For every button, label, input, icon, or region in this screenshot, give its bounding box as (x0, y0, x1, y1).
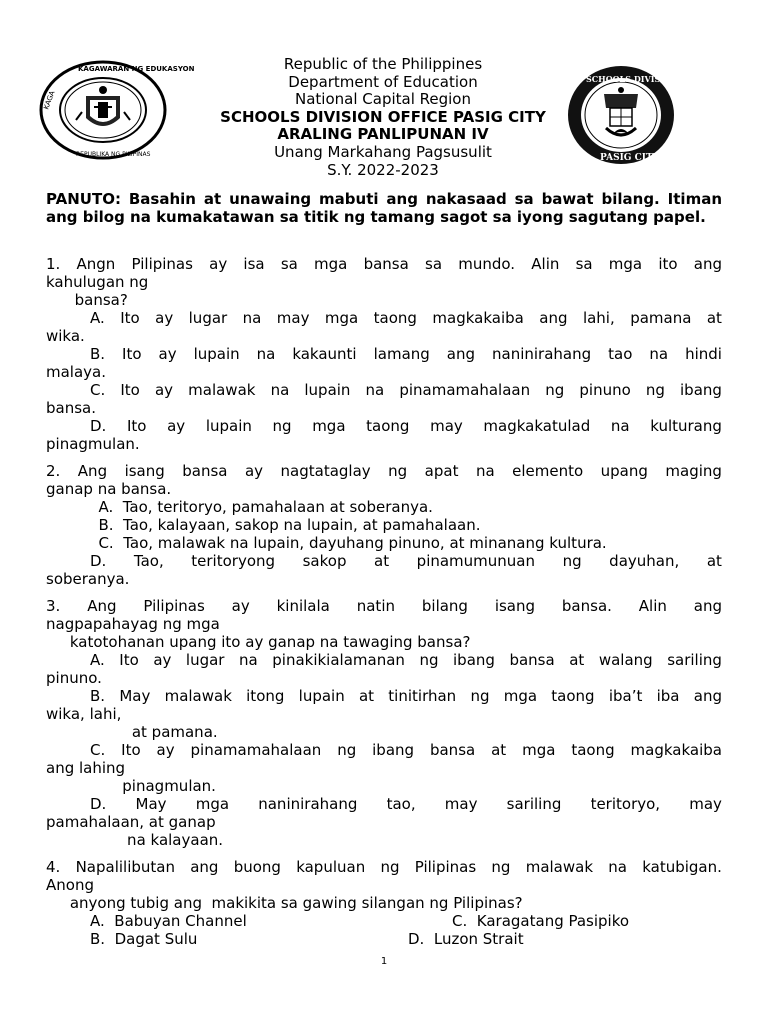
word: ang (693, 255, 722, 273)
q3-stem-line (46, 597, 722, 615)
q1-option-d-cont: pinagmulan. (46, 435, 140, 453)
word: elemento (512, 462, 584, 480)
word: Ito (120, 381, 140, 399)
word: mga (522, 741, 556, 759)
word: na (270, 381, 290, 399)
word: Ito (120, 309, 140, 327)
word: pinamamahalaan (190, 741, 322, 759)
word: Pilipinas (414, 858, 477, 876)
q3-option-b-cont: wika, lahi, (46, 705, 122, 723)
word: sariling (506, 795, 562, 813)
word: may (276, 309, 310, 327)
word: na (649, 345, 669, 363)
word: mga (503, 687, 538, 705)
word: ay (153, 651, 172, 669)
word: ay (155, 309, 174, 327)
word: ang (446, 345, 476, 363)
word: ang (190, 858, 219, 876)
word: Ang (77, 462, 108, 480)
q3-option-c-cont2: pinagmulan. (46, 777, 216, 795)
q2-option-c: C. Tao, malawak na lupain, dayuhang pinuno, at minanang kultura. (46, 534, 607, 552)
word: lupain (193, 345, 240, 363)
q4-option-d: D. Luzon Strait (408, 930, 524, 948)
word: may (689, 795, 722, 813)
q3-option-a-cont: pinuno. (46, 669, 102, 687)
word: magkakaiba (630, 741, 722, 759)
subject-title: ARALING PANLIPUNAN IV (277, 125, 489, 144)
word: D. (90, 552, 107, 570)
q1-option-c (46, 381, 722, 399)
q1-option-b (46, 345, 722, 363)
word: buong (233, 858, 281, 876)
word: D. (90, 795, 107, 813)
q3-stem-cont2: katotohanan upang ito ay ganap na tawaging bansa? (46, 633, 471, 651)
word: sa (280, 255, 298, 273)
word: naninirahang (492, 345, 592, 363)
deped-seal-icon (38, 60, 195, 160)
word: lamang (373, 345, 430, 363)
word: na (475, 462, 495, 480)
word: bansa (363, 255, 409, 273)
word: kulturang (650, 417, 722, 435)
word: A. (90, 309, 105, 327)
word: may (444, 795, 478, 813)
word: C. (90, 741, 106, 759)
word: mundo. (458, 255, 516, 273)
word: may (430, 417, 463, 435)
svg-text:KAGAWARAN NG EDUKASYON: KAGAWARAN NG EDUKASYON (78, 65, 195, 73)
word: iba (656, 687, 680, 705)
word: 2. (46, 462, 61, 480)
word: kakaunti (292, 345, 357, 363)
word: taong (373, 309, 417, 327)
word: Pilipinas (131, 255, 193, 273)
q4-stem-cont: Anong (46, 876, 94, 894)
word: bansa (429, 741, 476, 759)
word: 1. (46, 255, 61, 273)
word: ng (272, 417, 292, 435)
word: apat (424, 462, 459, 480)
word: Ito (122, 345, 142, 363)
word: at (706, 309, 722, 327)
document-header (160, 56, 606, 179)
word: na (608, 858, 627, 876)
exam-title: Unang Markahang Pagsusulit (274, 142, 492, 161)
word: Alin (531, 255, 560, 273)
q1-stem-line (46, 255, 722, 273)
word: naninirahang (258, 795, 358, 813)
word: magkakaiba (432, 309, 524, 327)
word: bansa (182, 462, 228, 480)
word: maging (665, 462, 722, 480)
word: lupain (304, 381, 351, 399)
word: sa (425, 255, 443, 273)
q2-stem-line (46, 462, 722, 480)
word: B. (90, 687, 106, 705)
q4-option-c: C. Karagatang Pasipiko (452, 912, 630, 930)
q4-stem-cont2: anyong tubig ang makikita sa gawing silangan ng Pilipinas? (46, 894, 523, 912)
svg-text:PASIG CITY: PASIG CITY (600, 153, 660, 163)
word: bansa (509, 651, 555, 669)
q1-stem-cont2: bansa? (46, 291, 128, 309)
word: at (706, 552, 722, 570)
word: B. (90, 345, 106, 363)
word: na (365, 381, 385, 399)
word: 4. (46, 858, 61, 876)
word: pinuno (579, 381, 631, 399)
word: teritoryong (191, 552, 276, 570)
q2-option-d (46, 552, 722, 570)
word: ibang (453, 651, 495, 669)
word: upang (600, 462, 648, 480)
word: ibang (372, 741, 415, 759)
word: mga (195, 795, 230, 813)
division-office-line: SCHOOLS DIVISION OFFICE PASIG CITY (220, 107, 546, 126)
question-4 (46, 858, 722, 948)
q1-stem-cont: kahulugan ng (46, 273, 149, 291)
word: ay (156, 741, 175, 759)
word: itong (246, 687, 285, 705)
word: lupain (205, 417, 252, 435)
q2-stem-cont: ganap na bansa. (46, 480, 172, 498)
word: na (256, 345, 276, 363)
instructions: PANUTO: Basahin at unawaing mabuti ang nakasaad sa bawat bilang. Itiman ang bilog na kumakatawan sa titik ng tamang sagot sa iyong sagutang papel. (46, 190, 722, 226)
question-1 (46, 255, 722, 453)
word: malawak (164, 687, 232, 705)
word: katubigan. (642, 858, 722, 876)
svg-text:KAGA: KAGA (42, 89, 57, 111)
word: isang (494, 597, 536, 615)
word: ng (380, 858, 400, 876)
word: natin (356, 597, 395, 615)
word: tao (608, 345, 633, 363)
word: Ito (121, 741, 141, 759)
word: iba’t (608, 687, 643, 705)
word: ng (337, 741, 357, 759)
q3-option-c (46, 741, 722, 759)
word: isa (243, 255, 265, 273)
question-3 (46, 597, 722, 849)
word: na (610, 417, 630, 435)
school-year: S.Y. 2022-2023 (327, 160, 439, 179)
q3-option-b-cont2: at pamana. (46, 723, 218, 741)
word: ay (231, 597, 250, 615)
word: walang (598, 651, 653, 669)
word: ang (693, 687, 722, 705)
word: D. (90, 417, 107, 435)
word: tao, (386, 795, 416, 813)
q3-option-a (46, 651, 722, 669)
q3-option-d (46, 795, 722, 813)
word: lugar (185, 651, 225, 669)
word: ay (158, 345, 177, 363)
word: ang (693, 597, 722, 615)
word: taong (366, 417, 410, 435)
q3-option-d-cont2: na kalayaan. (46, 831, 224, 849)
svg-text:SCHOOLS DIVISION OFFICE: SCHOOLS DIVISION OFFICE (586, 74, 716, 84)
q4-options-row-1 (46, 912, 722, 930)
q1-option-a-cont: wika. (46, 327, 85, 345)
q3-option-b (46, 687, 722, 705)
q4-stem-line (46, 858, 722, 876)
word: magkakatulad (483, 417, 591, 435)
page-number: 1 (380, 956, 388, 967)
word: teritoryo, (590, 795, 661, 813)
word: ng (491, 858, 511, 876)
word: kinilala (276, 597, 330, 615)
word: sariling (667, 651, 722, 669)
word: hindi (685, 345, 722, 363)
word: lahi, (582, 309, 615, 327)
word: pinakikialamanan (272, 651, 405, 669)
word: ay (209, 255, 228, 273)
word: Tao, (133, 552, 164, 570)
word: tinitirhan (388, 687, 457, 705)
word: ang (539, 309, 568, 327)
word: ito (658, 255, 678, 273)
q1-option-d (46, 417, 722, 435)
word: ng (470, 687, 490, 705)
word: bansa. (561, 597, 612, 615)
questions (46, 255, 722, 948)
word: mga (314, 255, 348, 273)
word: at (358, 687, 375, 705)
word: lugar (188, 309, 228, 327)
word: na (239, 651, 258, 669)
word: pinamamahalaan (399, 381, 531, 399)
word: taong (571, 741, 615, 759)
word: sakop (302, 552, 347, 570)
q1-option-b-cont: malaya. (46, 363, 106, 381)
word: bilang (421, 597, 468, 615)
q1-option-c-cont: bansa. (46, 399, 96, 417)
word: mga (324, 309, 359, 327)
q4-option-a: A. Babuyan Channel (90, 912, 247, 930)
word: ng (545, 381, 565, 399)
q3-option-d-cont: pamahalaan, at ganap (46, 813, 216, 831)
word: malawak (525, 858, 594, 876)
word: ng (388, 462, 408, 480)
word: Pilipinas (143, 597, 205, 615)
word: at (569, 651, 585, 669)
word: May (135, 795, 167, 813)
q3-option-c-cont: ang lahing (46, 759, 126, 777)
word: pamana (630, 309, 692, 327)
word: na (242, 309, 262, 327)
word: ay (167, 417, 186, 435)
word: pinamumunuan (416, 552, 536, 570)
republic-line: Republic of the Philippines (283, 55, 483, 73)
word: at (374, 552, 390, 570)
word: C. (90, 381, 106, 399)
word: Alin (638, 597, 667, 615)
word: lupain (298, 687, 345, 705)
word: Ito (126, 417, 147, 435)
word: May (119, 687, 151, 705)
word: nagtataglay (280, 462, 371, 480)
word: mga (312, 417, 346, 435)
word: 3. (46, 597, 61, 615)
word: kapuluan (296, 858, 366, 876)
word: at (491, 741, 507, 759)
word: Ito (119, 651, 139, 669)
department-line: Department of Education (288, 72, 478, 91)
word: A. (90, 651, 105, 669)
word: ng (562, 552, 582, 570)
question-2 (46, 462, 722, 588)
word: sa (575, 255, 593, 273)
q4-option-b: B. Dagat Sulu (90, 930, 198, 948)
word: ng (419, 651, 439, 669)
q3-stem-cont: nagpapahayag ng mga (46, 615, 220, 633)
q1-option-a (46, 309, 722, 327)
svg-text:REPUBLIKA NG PILIPINAS: REPUBLIKA NG PILIPINAS (76, 151, 151, 158)
word: isang (124, 462, 165, 480)
region-line: National Capital Region (295, 90, 471, 109)
word: Napalilibutan (75, 858, 175, 876)
word: ay (154, 381, 174, 399)
q4-options-row-2 (46, 930, 722, 948)
word: ibang (680, 381, 722, 399)
word: taong (551, 687, 595, 705)
q2-option-b: B. Tao, kalayaan, sakop na lupain, at pamahalaan. (46, 516, 481, 534)
word: dayuhan, (609, 552, 680, 570)
word: mga (608, 255, 643, 273)
word: Ang (87, 597, 117, 615)
word: ay (244, 462, 264, 480)
word: ng (645, 381, 665, 399)
word: malawak (188, 381, 256, 399)
q2-option-d-cont: soberanya. (46, 570, 130, 588)
word: Angn (76, 255, 116, 273)
q2-option-a: A. Tao, teritoryo, pamahalaan at soberanya. (46, 498, 433, 516)
